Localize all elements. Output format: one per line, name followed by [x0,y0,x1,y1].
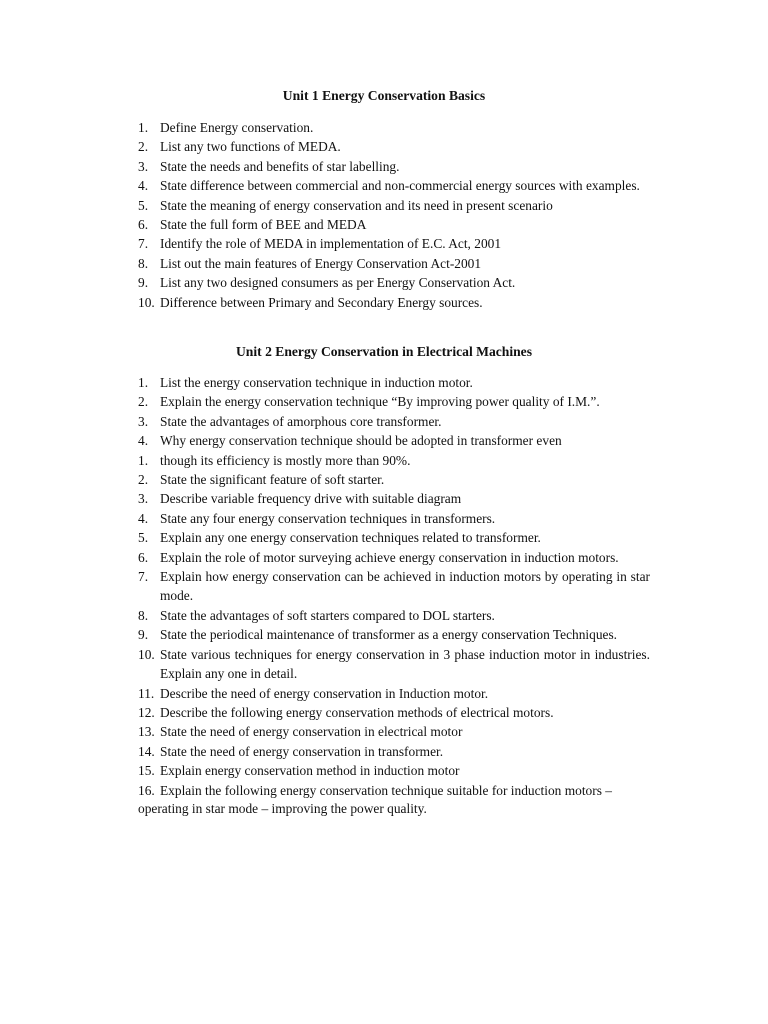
list-item: 15. Explain energy conservation method in induction motor [138,763,460,779]
list-item: 2. Explain the energy conservation technique “By improving power quality of I.M.”. [138,394,600,410]
list-item: 7. Explain how energy conservation can be achieved in induction motors by operating in star mode. [138,569,650,604]
list-item: 16. Explain the following energy conservation technique suitable for induction motors – [138,782,612,798]
list-item: 1. List the energy conservation technique in induction motor. [138,375,473,390]
list-item: 10. State various techniques for energy conservation in 3 phase induction motor in industries. Explain any one in detail. [138,646,650,682]
list-item: 1. though its efficiency is mostly more than 90%. [138,452,411,468]
list-item: 9. List any two designed consumers as per Energy Conservation Act. [138,275,516,291]
list-item: 6. Explain the role of motor surveying achieve energy conservation in induction motors. [138,549,619,565]
list-item: 2. State the significant feature of soft starter. [138,472,385,488]
unit1-heading: Unit 1 Energy Conservation Basics [282,88,486,103]
unit1-question-list [138,118,650,312]
list-item: 6. State the full form of BEE and MEDA [138,217,367,233]
list-item: 5. State the meaning of energy conservation and its need in present scenario [138,197,553,213]
list-item: 4. Why energy conservation technique should be adopted in transformer even [138,433,562,449]
list-item: 1. Define Energy conservation. [138,120,314,135]
list-item: 12. Describe the following energy conservation methods of electrical motors. [138,704,554,720]
list-item: 3. Describe variable frequency drive with suitable diagram [138,491,462,507]
list-item: 7. Identify the role of MEDA in implementation of E.C. Act, 2001 [138,236,502,252]
list-item: 8. State the advantages of soft starters compared to DOL starters. [138,607,495,623]
list-item: 14. State the need of energy conservation in transformer. [138,743,444,759]
list-item: 9. State the periodical maintenance of transformer as a energy conservation Techniques. [138,627,618,643]
list-item: 3. State the needs and benefits of star labelling. [138,158,400,174]
list-item: 5. Explain any one energy conservation techniques related to transformer. [138,530,541,546]
unit2-trailing-line: operating in star mode – improving the power quality. [138,801,427,816]
list-item: 8. List out the main features of Energy Conservation Act-2001 [138,255,482,271]
unit2-question-list [138,373,650,800]
list-item: 11. Describe the need of energy conservation in Induction motor. [138,685,489,701]
list-item: 13. State the need of energy conservation in electrical motor [138,724,463,740]
list-item: 4. State difference between commercial and non-commercial energy sources with examples. [138,178,640,194]
unit2-heading: Unit 2 Energy Conservation in Electrical Machines [235,344,533,359]
list-item: 10. Difference between Primary and Secondary Energy sources. [138,294,483,310]
list-item: 4. State any four energy conservation techniques in transformers. [138,510,496,526]
list-item: 3. State the advantages of amorphous core transformer. [138,413,442,429]
list-item: 2. List any two functions of MEDA. [138,139,341,155]
